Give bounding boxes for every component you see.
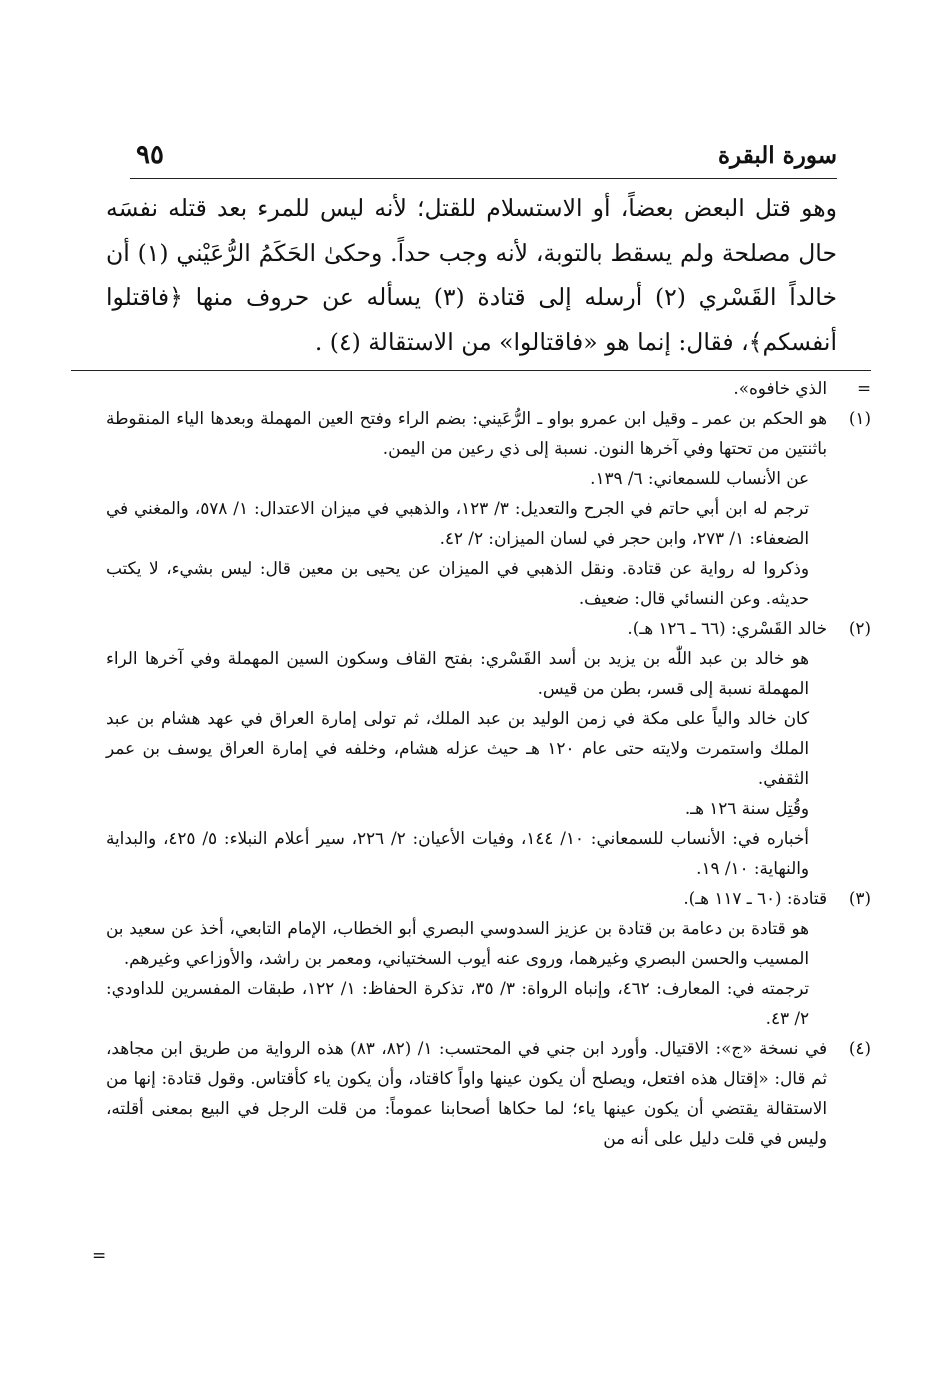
- footnote-number: (٢): [848, 618, 871, 638]
- footnotes: [106, 373, 871, 1153]
- footnote-paragraph: أخباره في: الأنساب للسمعاني: ١٠/ ١٤٤، وفيات الأعيان: ٢/ ٢٢٦، سير أعلام النبلاء: ٥/ ٤٢٥، والبداية والنهاية: ١٠/ ١٩.: [106, 828, 809, 878]
- footnote-number: (٣): [848, 888, 871, 908]
- footnote-paragraph: ترجمته في: المعارف: ٤٦٢، وإنباه الرواة: ٣/ ٣٥، تذكرة الحفاظ: ١/ ١٢٢، طبقات المفسرين للداودي: ٢/ ٤٣.: [106, 978, 810, 1028]
- footnote-divider: [71, 370, 871, 371]
- footnote-paragraph: وقُتِل سنة ١٢٦ هـ.: [684, 798, 809, 818]
- continuation-marker: =: [92, 1246, 107, 1266]
- footnote-paragraph: خالد القَسْري: (٦٦ ـ ١٢٦ هـ).: [627, 618, 827, 638]
- footnote-paragraph: هو قتادة بن دعامة بن قتادة بن عزيز السدوسي البصري أبو الخطاب، الإمام التابعي، أخذ عن سعيد بن المسيب والحسن البصري وغيرهما، وروى عنه أيوب السختياني، ومعمر بن راشد، والأوزاعي وغيرهم.: [106, 918, 809, 968]
- footnote-item: [106, 403, 871, 613]
- footnote-number: (٤): [848, 1038, 871, 1058]
- footnote-text: الذي خافوه».: [733, 378, 827, 398]
- footnote-paragraph: عن الأنساب للسمعاني: ٦/ ١٣٩.: [590, 468, 809, 488]
- footnote-continuation: [106, 373, 871, 403]
- main-text: [106, 186, 837, 364]
- page-header: [130, 140, 837, 179]
- footnote-item: [106, 883, 871, 1033]
- footnote-paragraph: ترجم له ابن أبي حاتم في الجرح والتعديل: ٣/ ١٢٣، والذهبي في ميزان الاعتدال: ١/ ٥٧٨، والمغني في الضعفاء: ١/ ٢٧٣، وابن حجر في لسان الميزان: ٢/ ٤٢.: [106, 498, 809, 548]
- footnote-body: [106, 1033, 827, 1153]
- footnote-body: [106, 883, 827, 1033]
- footnote-item: [106, 613, 871, 883]
- footnote-paragraph: هو الحكم بن عمر ـ وقيل ابن عمرو بواو ـ الرُّعَيني: بضم الراء وفتح العين المهملة وبعدها الياء المنقوطة باثنتين من تحتها وفي آخرها النون. نسبة إلى ذي رعين من اليمن.: [106, 408, 827, 458]
- footnote-paragraph: في نسخة «ج»: الاقتيال. وأورد ابن جني في المحتسب: ١/ (٨٢، ٨٣) هذه الرواية من طريق ابن مجاهد، ثم قال: «إقتال هذه افتعل، ويصلح أن يكون عينها واواً كاقتاد، وأن يكون ياء كأقتاس. وقول قتادة: إنها من الاستقالة يقتضي أن يكون عينها ياء؛ لما حكاها أصحابنا عموماً: من قلت الرجل في البيع بمعنى أقلته، وليس في قلت دليل على أنه من: [106, 1038, 827, 1148]
- footnote-item: [106, 1033, 871, 1153]
- footnote-list: [106, 403, 871, 1153]
- main-paragraph: وهو قتل البعض بعضاً، أو الاستسلام للقتل؛ لأنه ليس للمرء بعد قتله نفسَه حال مصلحة ولم يسقط بالتوبة، لأنه وجب حداً. وحكىٰ الحَكَمُ الرُّعَيْني (١) أن خالداً القَسْري (٢) أرسله إلى قتادة (٣) يسأله عن حروف منها ﴿فاقتلوا أنفسكم﴾، فقال: إنما هو «فاقتالوا» من الاستقالة (٤) .: [106, 194, 837, 356]
- footnote-number: (١): [848, 408, 871, 428]
- footnote-paragraph: هو خالد بن عبد اللّٰه بن يزيد بن أسد القَسْري: بفتح القاف وسكون السين المهملة وفي آخرها الراء المهملة نسبة إلى قسر، بطن من قيس.: [106, 648, 809, 698]
- footnote-paragraph: وذكروا له رواية عن قتادة. ونقل الذهبي في الميزان عن يحيى بن معين قال: ليس بشيء، لا يكتب حديثه. وعن النسائي قال: ضعيف.: [106, 558, 809, 608]
- footnote-body: [106, 613, 827, 883]
- footnote-marker: =: [856, 378, 871, 398]
- footnote-body: [106, 403, 827, 613]
- running-title: سورة البقرة: [717, 142, 837, 169]
- page-number: ٩٥: [136, 140, 164, 170]
- footnote-paragraph: قتادة: (٦٠ ـ ١١٧ هـ).: [683, 888, 827, 908]
- footnote-paragraph: كان خالد والياً على مكة في زمن الوليد بن عبد الملك، ثم تولى إمارة العراق في عهد هشام بن عبد الملك واستمرت ولايته حتى عام ١٢٠ هـ حيث عزله هشام، وخلفه في إمارة العراق يوسف بن عمر الثقفي.: [106, 708, 810, 788]
